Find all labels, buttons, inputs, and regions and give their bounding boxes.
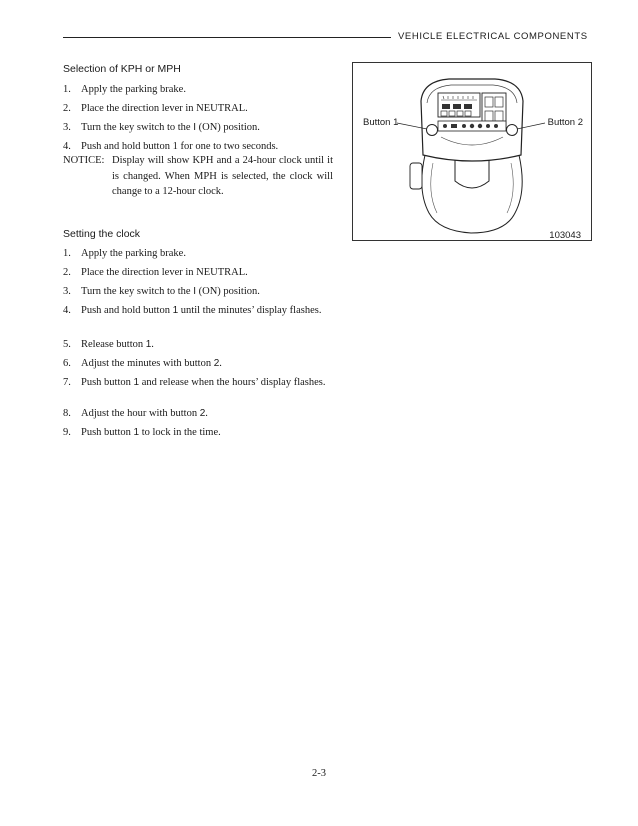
- button-2-callout: Button 2: [547, 117, 583, 128]
- button-ref: 2: [199, 408, 206, 419]
- list-number: 9.: [63, 427, 71, 438]
- list-item: [63, 375, 333, 390]
- dash-display-illustration: [353, 63, 591, 240]
- button-ref: 1: [133, 427, 140, 438]
- button-ref: 1: [145, 339, 152, 350]
- list-text: Adjust the hour with button 2.: [81, 408, 208, 419]
- list-item: [63, 406, 333, 421]
- list-text: Turn the key switch to the I (ON) position.: [81, 122, 260, 133]
- list-text: Push button 1 and release when the hours’ display flashes.: [81, 377, 326, 388]
- list-text: Release button 1.: [81, 339, 154, 350]
- figure-number: 103043: [549, 230, 581, 241]
- button-ref: 2: [213, 358, 220, 369]
- list-text: Adjust the minutes with button 2.: [81, 358, 222, 369]
- list-number: 4.: [63, 305, 71, 316]
- section-heading-kph-mph: Selection of KPH or MPH: [63, 63, 181, 75]
- list-text: Push and hold button 1 until the minutes’ display flashes.: [81, 305, 322, 316]
- button-1-callout: Button 1: [363, 117, 399, 128]
- list-text: Place the direction lever in NEUTRAL.: [81, 103, 248, 114]
- list-text: Push and hold button 1 for one to two seconds.: [81, 141, 279, 152]
- button-ref: 1: [133, 377, 140, 388]
- notice-text: Display will show KPH and a 24-hour clock until it is changed. When MPH is selected, the clock will change to a 12-hour clock.: [112, 155, 333, 197]
- key-position-label: I: [193, 122, 196, 133]
- list-number: 3.: [63, 122, 71, 133]
- list-item: [63, 101, 333, 116]
- list-text: Place the direction lever in NEUTRAL.: [81, 267, 248, 278]
- header-rule: [63, 37, 391, 38]
- list-text: Turn the key switch to the I (ON) position.: [81, 286, 260, 297]
- list-item: [63, 356, 333, 371]
- notice-label: NOTICE:: [63, 155, 105, 166]
- list-item: [63, 246, 333, 261]
- list-item: [63, 120, 333, 135]
- list-item: [63, 337, 333, 352]
- list-number: 8.: [63, 408, 71, 419]
- header-title: VEHICLE ELECTRICAL COMPONENTS: [398, 31, 588, 42]
- list-number: 1.: [63, 84, 71, 95]
- dash-display-figure: [352, 62, 592, 241]
- list-number: 2.: [63, 103, 71, 114]
- list-item: [63, 265, 333, 280]
- list-number: 3.: [63, 286, 71, 297]
- list-item: [63, 425, 333, 440]
- key-position-label: I: [193, 286, 196, 297]
- list-text: Push button 1 to lock in the time.: [81, 427, 221, 438]
- list-item: [63, 303, 333, 318]
- list-number: 1.: [63, 248, 71, 259]
- notice-block: [63, 153, 333, 200]
- list-number: 2.: [63, 267, 71, 278]
- list-item: [63, 139, 333, 154]
- list-number: 7.: [63, 377, 71, 388]
- list-number: 4.: [63, 141, 71, 152]
- list-item: [63, 82, 333, 97]
- page-number: 2-3: [312, 768, 326, 779]
- list-text: Apply the parking brake.: [81, 248, 186, 259]
- list-text: Apply the parking brake.: [81, 84, 186, 95]
- list-item: [63, 284, 333, 299]
- button-ref: 1: [172, 305, 179, 316]
- section-heading-setting-clock: Setting the clock: [63, 228, 141, 240]
- list-number: 5.: [63, 339, 71, 350]
- list-number: 6.: [63, 358, 71, 369]
